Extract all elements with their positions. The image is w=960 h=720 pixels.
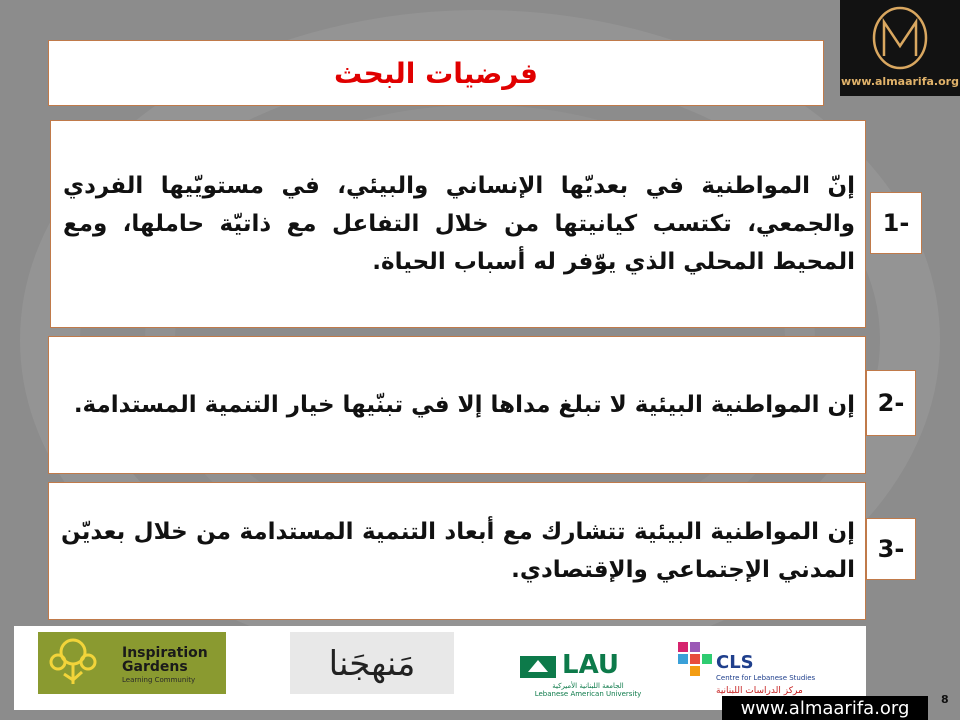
lau-name: LAU [562,650,620,680]
hypothesis-1-text: إنّ المواطنية في بعديّها الإنساني والبيئي، في مستويّيها الفردي والجمعي، تكتسب كيانيتها من خلال التفاعل مع ذاتيّة حاملها، ومع المحيط المحلي الذي يوّفر له أسباب الحياة. [63,173,855,275]
hypothesis-3-text: إن المواطنية البيئية تتشارك مع أبعاد التنمية المستدامة من خلال بعديّن المدني الإجتماعي والإقتصادي. [61,519,855,583]
lau-logo [518,650,658,698]
m-monogram-icon [840,0,960,76]
hypothesis-1-box [50,120,866,328]
almaarifa-logo [840,0,960,96]
ig-line1: Inspiration [122,645,208,661]
cls-sub: Centre for Lebanese Studies [716,674,816,682]
lau-sub-en: Lebanese American University [534,690,642,698]
manhajuna-logo [290,632,454,694]
hypothesis-3-number: 3- [866,518,916,580]
cls-name: CLS [716,652,754,673]
hypothesis-1-number: 1- [870,192,922,254]
tree-icon [38,632,108,694]
cls-squares-icon [676,640,714,682]
cls-sub-ar: مركز الدراسات اللبنانية [716,686,803,696]
ig-line2: Gardens [122,659,188,675]
hypothesis-2-number: 2- [866,370,916,436]
hypothesis-3-box [48,482,866,620]
lau-cedar-icon [518,652,558,680]
lau-sub-ar: الجامعة اللبنانية الأميركية [552,682,624,690]
inspiration-gardens-logo [38,632,226,694]
footer-url: www.almaarifa.org [722,696,928,720]
ig-sub: Learning Community [122,676,196,684]
page-number: 8 [941,693,949,706]
logo-url: www.almaarifa.org [841,75,959,88]
slide-title: فرضيات البحث [334,56,538,90]
cls-logo [676,634,856,702]
manhajuna-text: مَنهجَنا [328,644,416,684]
title-box [48,40,824,106]
hypothesis-2-text: إن المواطنية البيئية لا تبلغ مداها إلا في تبنّيها خيار التنمية المستدامة. [73,392,855,418]
hypothesis-2-box [48,336,866,474]
